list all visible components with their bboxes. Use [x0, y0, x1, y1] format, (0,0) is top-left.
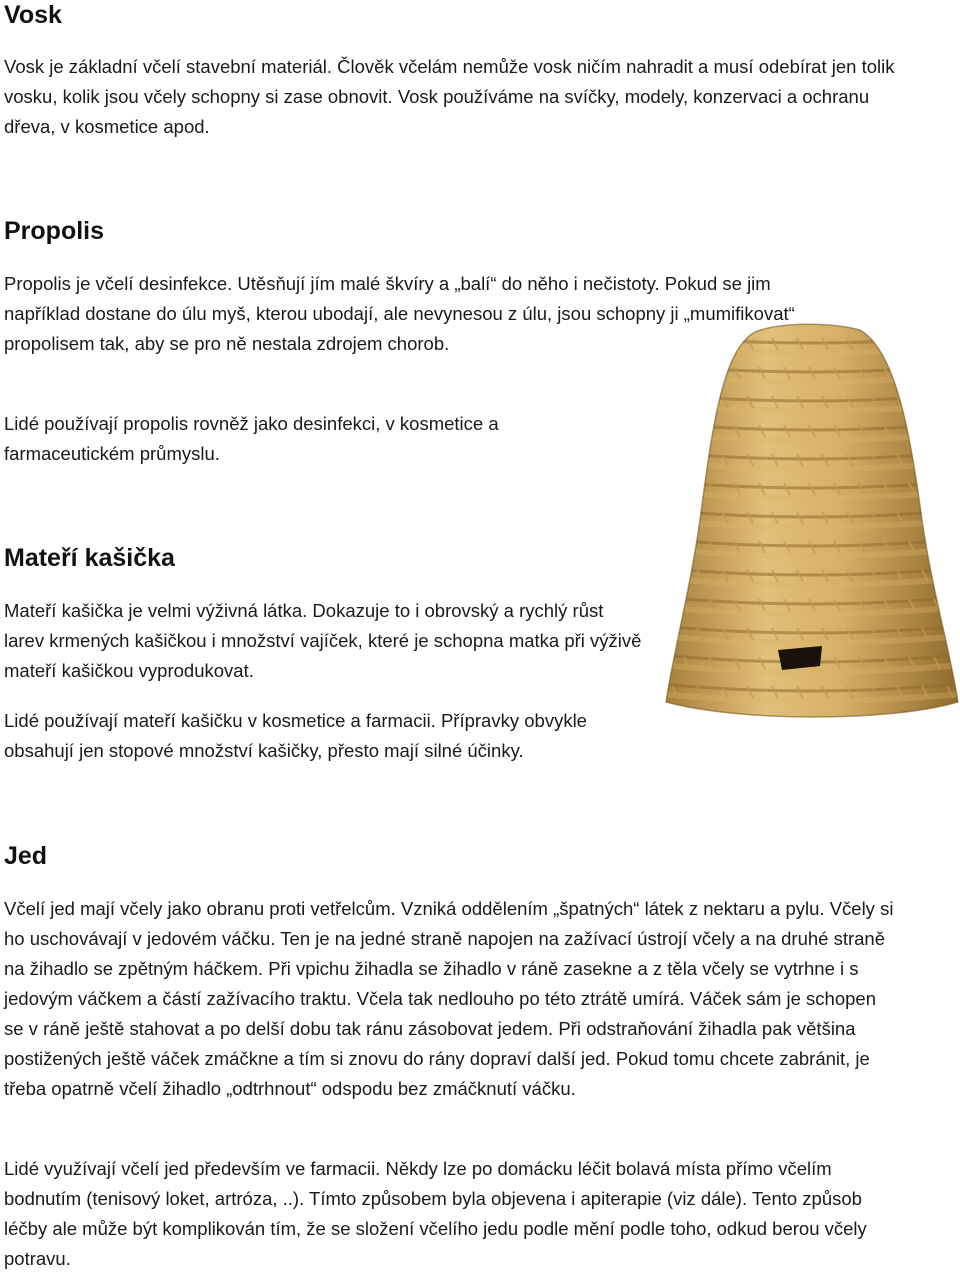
skep-stitch [697, 338, 703, 350]
heading-vosk: Vosk [4, 1, 62, 29]
skep-stitch [722, 338, 728, 350]
skep-stitch [934, 541, 940, 553]
skep-stitch [684, 541, 690, 553]
heading-jed: Jed [4, 842, 48, 870]
paragraph-jed-2: Lidé využívají včelí jed především ve farmacii. Někdy lze po domácku léčit bolavá místa přímo včelím bodnutím (tenisový loket, artróza, ..). Tímto způsobem byla objevena i apiterapie (viz dále). Tento způsob léčby ale může být komplikován tím, že se složení včelího jedu podle mění podle toho, odkud berou včely potravu. [4, 1158, 867, 1269]
skep-stitch [947, 454, 953, 466]
skep-stitch [697, 396, 703, 408]
skep-stitch [922, 396, 928, 408]
paragraph-vosk-1: Vosk je základní včelí stavební materiál. Člověk včelám nemůže vosk ničím nahradit a musí odebírat jen tolik vosku, kolik jsou včely schopny si zase obnovit. Vosk používáme na svíčky, modely, konzervaci a ochranu dřeva, v kosmetice apod. [4, 56, 895, 137]
skep-stitch [947, 570, 953, 582]
skep-stitch [922, 454, 928, 466]
skep-stitch [897, 338, 903, 350]
skep-stitch [934, 367, 940, 379]
skep-stitch [697, 454, 703, 466]
skep-entrance [778, 646, 822, 670]
skep-stitch [934, 425, 940, 437]
skep-stitch [909, 425, 915, 437]
skep-stitch [922, 338, 928, 350]
paragraph-propolis-1: Propolis je včelí desinfekce. Utěsňují jím malé škvíry a „balí“ do něho i nečistoty. Pokud se jim například dostane do úlu myš, kterou ubodají, ale nevynesou z úlu, jsou schopny ji „mumifikovat“ propolisem tak, aby se pro ně nestala zdrojem chorob. [4, 273, 795, 354]
paragraph-jed-1: Včelí jed mají včely jako obranu proti vetřelcům. Vzniká oddělením „špatných“ látek z nektaru a pylu. Včely si ho uschovávají v jedovém váčku. Ten je na jedné straně napojen na zažívací ústrojí včely a na druhé straně na žihadlo se zpětným háčkem. Při vpichu žihadla se žihadlo v ráně zasekne a z těla včely se vytrhne i s jedovým váčkem a částí zažívacího traktu. Včela tak nedlouho po této ztrátě umírá. Váček sám je schopen se v ráně ještě stahovat a po delší dobu tak ránu zásobovat jedem. Při odstraňování žihadla pak většina postižených ještě váček zmáčkne a tím si znovu do rány dopraví další jed. Pokud tomu chcete zabránit, je třeba opatrně včelí žihadlo „odtrhnout“ odspodu bez zmáčknutí váčku. [4, 898, 894, 1099]
skep-stitch [947, 396, 953, 408]
skep-stitch [947, 628, 953, 640]
skep-stitch [684, 483, 690, 495]
skep-stitch [684, 425, 690, 437]
paragraph-materi-kasicka-2: Lidé používají mateří kašičku v kosmetice a farmacii. Přípravky obvykle obsahují jen stopové množství kašičky, přesto mají silné účinky. [4, 710, 587, 761]
skep-stitch [672, 570, 678, 582]
skep-stitch [934, 483, 940, 495]
skep-stitch [947, 338, 953, 350]
skep-stitch [672, 338, 678, 350]
skep-stitch [684, 367, 690, 379]
beehive-skep-image [660, 320, 960, 720]
skep-stitch [672, 454, 678, 466]
skep-stitch [909, 367, 915, 379]
skep-stitch [947, 512, 953, 524]
paragraph-propolis-2: Lidé používají propolis rovněž jako desinfekci, v kosmetice a farmaceutickém průmyslu. [4, 413, 499, 464]
heading-materi-kasicka: Mateří kašička [4, 544, 175, 572]
skep-stitch [709, 367, 715, 379]
skep-stitch [672, 628, 678, 640]
skep-stitch [672, 396, 678, 408]
skep-stitch [672, 512, 678, 524]
heading-propolis: Propolis [4, 217, 105, 245]
paragraph-materi-kasicka-1: Mateří kašička je velmi výživná látka. Dokazuje to i obrovský a rychlý růst larev krmených kašičkou i množství vajíček, které je schopna matka při výživě mateří kašičkou vyprodukovat. [4, 600, 642, 681]
